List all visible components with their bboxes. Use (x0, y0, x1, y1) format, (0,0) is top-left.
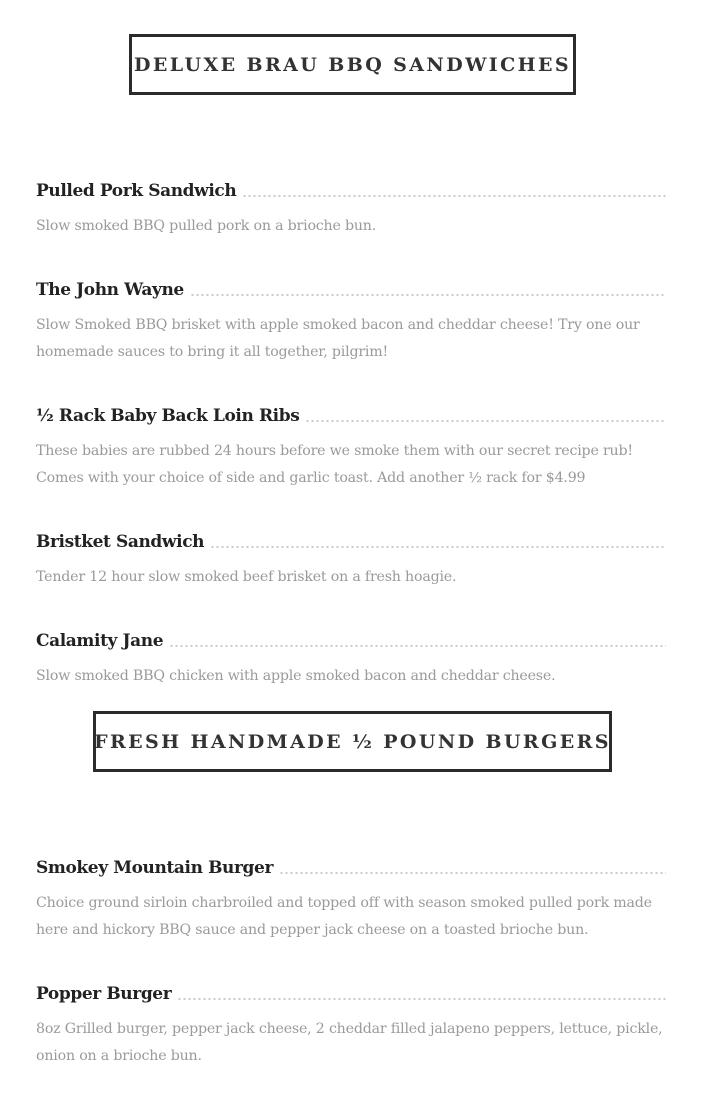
menu-item-popper-burger (36, 982, 670, 1070)
section-header-bbq-sandwiches (129, 34, 576, 95)
menu-item-description: Slow smoked BBQ chicken with apple smoked bacon and cheddar cheese. (36, 668, 556, 684)
menu-item-name: Pulled Pork Sandwich (36, 181, 237, 201)
dot-leader (305, 420, 666, 422)
menu-item-description: These babies are rubbed 24 hours before we smoke them with our secret recipe rub! Comes with your choice of side and garlic toast. Add another ½ rack for $4.99 (36, 443, 633, 486)
menu-item-smokey-mountain-burger (36, 856, 670, 944)
menu-item-name: Popper Burger (36, 984, 172, 1004)
menu-item-description: Slow Smoked BBQ brisket with apple smoked bacon and cheddar cheese! Try one our homemade sauces to bring it all together, pilgrim! (36, 317, 640, 360)
menu-item-name: Calamity Jane (36, 631, 164, 651)
menu-item-name: Smokey Mountain Burger (36, 858, 274, 878)
menu-item-name: Bristket Sandwich (36, 532, 205, 552)
dot-leader (242, 195, 666, 197)
menu-item-name: The John Wayne (36, 280, 184, 300)
dot-leader (210, 546, 666, 548)
section-header-burgers (93, 711, 612, 772)
menu-item-name: ½ Rack Baby Back Loin Ribs (36, 406, 300, 426)
menu-item-pulled-pork-sandwich (36, 179, 670, 240)
menu-item-description: Tender 12 hour slow smoked beef brisket on a fresh hoagie. (36, 569, 457, 585)
section-title: FRESH HANDMADE ½ POUND BURGERS (94, 730, 611, 753)
section-title: DELUXE BRAU BBQ SANDWICHES (134, 53, 571, 76)
dot-leader (177, 998, 666, 1000)
menu-item-the-john-wayne (36, 278, 670, 366)
menu-item-baby-back-ribs (36, 404, 670, 492)
menu-item-description: Choice ground sirloin charbroiled and topped off with season smoked pulled pork made here and hickory BBQ sauce and pepper jack cheese on a toasted brioche bun. (36, 895, 652, 938)
menu-item-description: 8oz Grilled burger, pepper jack cheese, 2 cheddar filled jalapeno peppers, lettuce, pickle, onion on a brioche bun. (36, 1021, 663, 1064)
menu-item-bristket-sandwich (36, 530, 670, 591)
menu-item-calamity-jane (36, 629, 670, 690)
dot-leader (190, 294, 666, 296)
dot-leader (169, 645, 666, 647)
dot-leader (279, 872, 666, 874)
menu-item-description: Slow smoked BBQ pulled pork on a brioche bun. (36, 218, 377, 234)
